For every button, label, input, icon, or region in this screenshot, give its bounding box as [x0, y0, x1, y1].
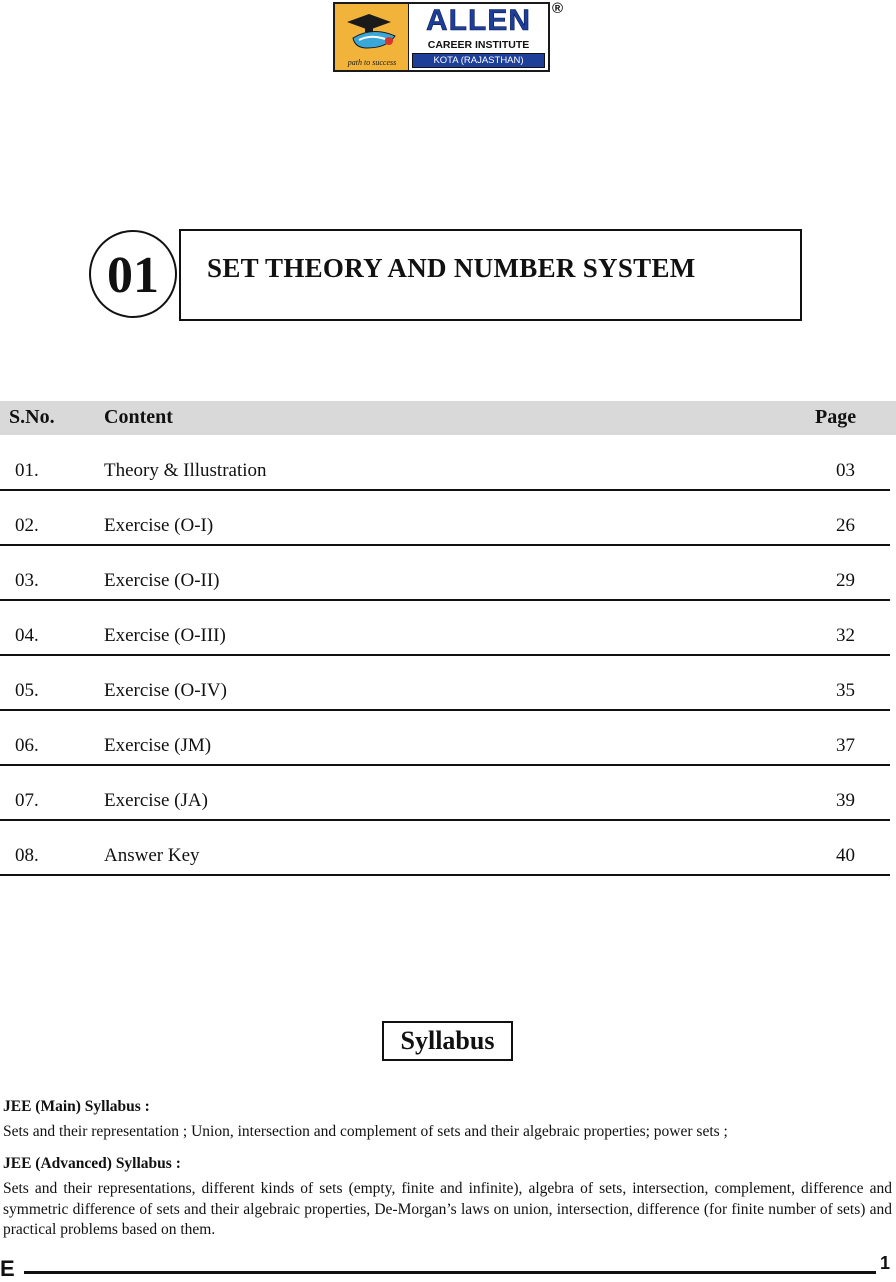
toc-page: 35: [836, 680, 855, 701]
toc-page: 40: [836, 845, 855, 866]
jee-main-heading: JEE (Main) Syllabus :: [3, 1098, 150, 1115]
chapter-number-badge: [89, 230, 177, 318]
syllabus-title: Syllabus: [400, 1026, 495, 1055]
footer-edition-letter: E: [0, 1256, 15, 1281]
toc-row: [0, 766, 890, 821]
toc-header-row: [0, 401, 896, 435]
toc-row: [0, 656, 890, 711]
footer-rule: [24, 1271, 876, 1274]
toc-row: [0, 601, 890, 656]
registered-mark-icon: ®: [552, 0, 564, 17]
toc-page: 37: [836, 735, 855, 756]
syllabus-title-box: [382, 1021, 513, 1061]
logo-text-block: [409, 4, 548, 70]
logo-brand-name: ALLEN: [426, 4, 531, 37]
footer-page-number: 1: [880, 1253, 891, 1273]
graduation-cap-icon: [339, 8, 405, 54]
jee-advanced-text: Sets and their representations, different kinds of sets (empty, finite and infinite), algebra of sets, intersection, complement, difference and symmetric difference of sets and their algebraic properties, De-Morgan’s laws on union, intersection, difference (for finite number of sets) and practical problems based on them.: [3, 1180, 892, 1238]
toc-sno: 02.: [15, 515, 39, 536]
toc-header-content: Content: [104, 406, 173, 428]
chapter-title-box: [179, 229, 802, 321]
toc-row: [0, 436, 890, 491]
toc-sno: 01.: [15, 460, 39, 481]
toc-content: Theory & Illustration: [104, 460, 267, 481]
toc-content: Exercise (O-IV): [104, 680, 227, 701]
logo-emblem: [335, 4, 409, 70]
toc-content: Exercise (O-III): [104, 625, 226, 646]
jee-main-text: Sets and their representation ; Union, intersection and complement of sets and their algebraic properties; power sets ;: [3, 1123, 728, 1140]
toc-page: 26: [836, 515, 855, 536]
toc-sno: 05.: [15, 680, 39, 701]
toc-page: 29: [836, 570, 855, 591]
toc-page: 03: [836, 460, 855, 481]
allen-logo: [333, 2, 550, 72]
jee-advanced-heading: JEE (Advanced) Syllabus :: [3, 1155, 181, 1172]
chapter-number: 01: [107, 247, 159, 304]
toc-page: 39: [836, 790, 855, 811]
logo-institute-name: CAREER INSTITUTE: [427, 39, 530, 51]
toc-row: [0, 821, 890, 876]
toc-content: Answer Key: [104, 845, 200, 866]
toc-content: Exercise (O-II): [104, 570, 220, 591]
logo-tagline: path to success: [347, 58, 397, 67]
toc-header-sno: S.No.: [9, 406, 55, 428]
toc-page: 32: [836, 625, 855, 646]
toc-row: [0, 546, 890, 601]
toc-header-page: Page: [815, 406, 857, 428]
toc-sno: 03.: [15, 570, 39, 591]
logo-city: KOTA (RAJASTHAN): [412, 53, 545, 68]
toc-sno: 06.: [15, 735, 39, 756]
toc-content: Exercise (O-I): [104, 515, 214, 536]
toc-content: Exercise (JM): [104, 735, 212, 756]
toc-sno: 04.: [15, 625, 39, 646]
toc-sno: 08.: [15, 845, 39, 866]
toc-row: [0, 711, 890, 766]
toc-content: Exercise (JA): [104, 790, 208, 811]
chapter-title: SET THEORY AND NUMBER SYSTEM: [207, 253, 696, 283]
toc-row: [0, 491, 890, 546]
toc-sno: 07.: [15, 790, 39, 811]
